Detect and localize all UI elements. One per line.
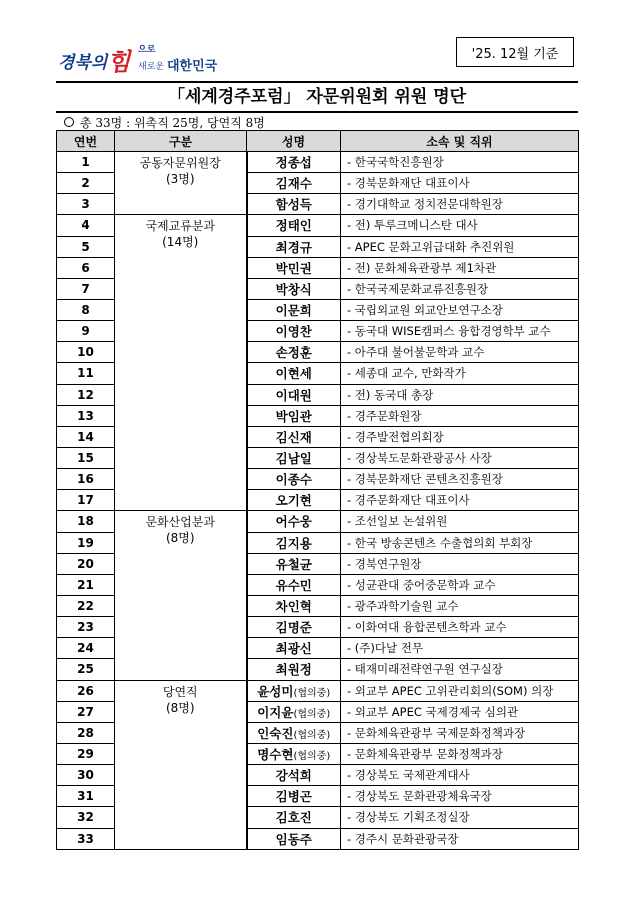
member-name-text: 이현세 xyxy=(275,366,312,382)
row-number: 28 xyxy=(57,722,115,743)
member-role: - 한국국학진흥원장 xyxy=(341,152,579,173)
row-number: 5 xyxy=(57,236,115,257)
member-role: - 외교부 APEC 국제경제국 심의관 xyxy=(341,701,579,722)
negotiation-tag: (협의중) xyxy=(293,687,331,699)
member-role: - 동국대 WISE캠퍼스 융합경영학부 교수 xyxy=(341,321,579,342)
member-name xyxy=(247,659,341,680)
member-name xyxy=(247,152,341,173)
member-name-text: 손정훈 xyxy=(275,345,312,361)
member-name xyxy=(247,680,341,701)
member-name-text: 윤성미 xyxy=(257,683,294,699)
row-number: 12 xyxy=(57,384,115,405)
member-name-text: 김남일 xyxy=(275,451,312,467)
member-role: - 성균관대 중어중문학과 교수 xyxy=(341,574,579,595)
row-number: 24 xyxy=(57,638,115,659)
row-number: 11 xyxy=(57,363,115,384)
group-label: 공동자문위원장 xyxy=(139,156,221,170)
member-name xyxy=(247,384,341,405)
member-name-text: 유수민 xyxy=(275,577,312,593)
member-role: - 조선일보 논설위원 xyxy=(341,511,579,532)
row-number: 14 xyxy=(57,426,115,447)
member-name-text: 이지윤 xyxy=(257,704,294,720)
member-role: - 전) 투루크메니스탄 대사 xyxy=(341,215,579,236)
member-name xyxy=(247,765,341,786)
member-name-text: 함성득 xyxy=(275,197,312,213)
member-name xyxy=(247,553,341,574)
group-cell xyxy=(115,511,247,680)
summary-line: 총 33명 : 위촉직 25명, 당연직 8명 xyxy=(64,114,265,131)
member-name-text: 차인혁 xyxy=(275,599,312,615)
row-number: 4 xyxy=(57,215,115,236)
member-name-text: 김신재 xyxy=(275,429,312,445)
member-role: - 아주대 불어불문학과 교수 xyxy=(341,342,579,363)
member-role: - 경북문화재단 콘텐츠진흥원장 xyxy=(341,469,579,490)
member-name xyxy=(247,490,341,511)
row-number: 15 xyxy=(57,447,115,468)
member-name xyxy=(247,722,341,743)
member-name-text: 오기현 xyxy=(275,493,312,509)
row-number: 22 xyxy=(57,595,115,616)
row-number: 20 xyxy=(57,553,115,574)
header-role: 소속 및 직위 xyxy=(341,131,579,152)
member-name-text: 유철균 xyxy=(275,556,312,572)
member-role: - 경기대학교 정치전문대학원장 xyxy=(341,194,579,215)
member-role: - 외교부 APEC 고위관리회의(SOM) 의장 xyxy=(341,680,579,701)
row-number: 32 xyxy=(57,807,115,828)
member-name xyxy=(247,173,341,194)
table-header-row xyxy=(57,131,579,152)
member-name xyxy=(247,426,341,447)
negotiation-tag: (협의중) xyxy=(293,751,331,762)
member-name-text: 김지용 xyxy=(275,535,312,551)
group-cell xyxy=(115,152,247,215)
header-group: 구분 xyxy=(115,131,247,152)
header-no: 연번 xyxy=(57,131,115,152)
group-count: (8명) xyxy=(165,700,195,715)
group-count: (8명) xyxy=(165,531,195,546)
row-number: 6 xyxy=(57,257,115,278)
row-number: 33 xyxy=(57,828,115,849)
row-number: 7 xyxy=(57,278,115,299)
member-role: - APEC 문화고위급대화 추진위원 xyxy=(341,236,579,257)
member-name xyxy=(247,617,341,638)
member-name-text: 명수현 xyxy=(257,747,294,762)
member-role: - 경상북도 문화관광체육국장 xyxy=(341,786,579,807)
gyeongbuk-logo xyxy=(58,38,238,76)
row-number: 10 xyxy=(57,342,115,363)
member-name xyxy=(247,595,341,616)
member-name xyxy=(247,701,341,722)
member-name-text: 김호진 xyxy=(275,810,312,826)
member-name-text: 정종섭 xyxy=(275,155,312,171)
logo-brand: 경북의힘 xyxy=(58,47,131,76)
member-name xyxy=(247,828,341,849)
member-role: - 경북연구원장 xyxy=(341,553,579,574)
row-number: 23 xyxy=(57,617,115,638)
row-number: 13 xyxy=(57,405,115,426)
member-name-text: 이대원 xyxy=(275,387,312,403)
row-number: 18 xyxy=(57,511,115,532)
row-number: 27 xyxy=(57,701,115,722)
group-count: (14명) xyxy=(162,235,199,250)
member-name xyxy=(247,469,341,490)
member-name xyxy=(247,257,341,278)
member-name xyxy=(247,321,341,342)
member-role: - 경주문화원장 xyxy=(341,405,579,426)
member-name xyxy=(247,299,341,320)
row-number: 1 xyxy=(57,152,115,173)
member-name-text: 인숙진 xyxy=(257,725,294,741)
member-name-text: 강석희 xyxy=(275,768,312,784)
member-name xyxy=(247,511,341,532)
member-name xyxy=(247,447,341,468)
member-role: - 경주발전협의회장 xyxy=(341,426,579,447)
member-role: - 전) 동국대 총장 xyxy=(341,384,579,405)
member-name xyxy=(247,363,341,384)
group-label: 문화산업분과 xyxy=(145,515,216,530)
member-role: - (주)다날 전무 xyxy=(341,638,579,659)
member-name xyxy=(247,194,341,215)
row-number: 9 xyxy=(57,321,115,342)
member-name-text: 이영찬 xyxy=(275,324,312,340)
member-name-text: 정태인 xyxy=(275,218,312,234)
table-row xyxy=(57,511,579,532)
member-name xyxy=(247,405,341,426)
group-label: 당연직 xyxy=(162,684,198,699)
member-role: - 광주과학기술원 교수 xyxy=(341,595,579,616)
member-role: - 한국국제문화교류진흥원장 xyxy=(341,278,579,299)
circle-bullet-icon xyxy=(64,117,74,127)
table-row xyxy=(57,680,579,701)
member-name-text: 김병곤 xyxy=(275,789,312,805)
member-role: - 경상북도문화관광공사 사장 xyxy=(341,447,579,468)
member-name-text: 박창식 xyxy=(275,281,312,297)
member-name-text: 최광신 xyxy=(275,641,312,657)
member-name-text: 김명준 xyxy=(275,620,312,636)
member-role: - 문화체육관광부 문화정책과장 xyxy=(341,743,579,764)
member-role: - 경주시 문화관광국장 xyxy=(341,828,579,849)
member-name xyxy=(247,278,341,299)
table-row xyxy=(57,215,579,236)
member-name xyxy=(247,574,341,595)
row-number: 29 xyxy=(57,743,115,764)
negotiation-tag: (협의중) xyxy=(293,708,331,720)
member-name-text: 박임관 xyxy=(275,408,312,424)
row-number: 16 xyxy=(57,469,115,490)
row-number: 19 xyxy=(57,532,115,553)
row-number: 3 xyxy=(57,194,115,215)
member-name-text: 김재수 xyxy=(275,176,312,192)
member-table xyxy=(56,130,579,850)
member-name xyxy=(247,786,341,807)
member-role: - 경상북도 기획조정실장 xyxy=(341,807,579,828)
member-role: - 국립외교원 외교안보연구소장 xyxy=(341,299,579,320)
member-name xyxy=(247,638,341,659)
logo-sub2: 새로운 대한민국 xyxy=(138,59,218,74)
group-count: (3명) xyxy=(165,172,195,186)
member-name xyxy=(247,342,341,363)
row-number: 26 xyxy=(57,680,115,701)
row-number: 25 xyxy=(57,659,115,680)
header-name: 성명 xyxy=(247,131,341,152)
member-name xyxy=(247,807,341,828)
group-label: 국제교류분과 xyxy=(145,219,216,234)
member-role: - 태재미래전략연구원 연구실장 xyxy=(341,659,579,680)
row-number: 2 xyxy=(57,173,115,194)
member-name-text: 이종수 xyxy=(275,472,312,488)
member-role: - 이화여대 융합콘텐츠학과 교수 xyxy=(341,617,579,638)
date-box: '25. 12월 기준 xyxy=(456,37,574,67)
member-role: - 전) 문화체육관광부 제1차관 xyxy=(341,257,579,278)
member-name-text: 박민권 xyxy=(275,260,312,276)
table-body xyxy=(57,152,579,850)
row-number: 17 xyxy=(57,490,115,511)
row-number: 8 xyxy=(57,299,115,320)
member-name-text: 임동주 xyxy=(275,831,312,847)
member-name xyxy=(247,743,341,764)
member-name-text: 최경규 xyxy=(275,239,312,255)
member-role: - 경주문화재단 대표이사 xyxy=(341,490,579,511)
document-title: 「세계경주포럼」 자문위원회 위원 명단 xyxy=(56,81,578,113)
group-cell xyxy=(115,680,247,849)
row-number: 21 xyxy=(57,574,115,595)
member-role: - 경상북도 국제관계대사 xyxy=(341,765,579,786)
member-name xyxy=(247,215,341,236)
member-role: - 한국 방송콘텐츠 수출협의회 부회장 xyxy=(341,532,579,553)
member-name-text: 이문희 xyxy=(275,303,312,319)
member-role: - 문화체육관광부 국제문화정책과장 xyxy=(341,722,579,743)
member-role: - 경북문화재단 대표이사 xyxy=(341,173,579,194)
member-name-text: 최원정 xyxy=(275,662,312,678)
member-role: - 세종대 교수, 만화작가 xyxy=(341,363,579,384)
member-name-text: 어수웅 xyxy=(275,514,312,530)
row-number: 30 xyxy=(57,765,115,786)
negotiation-tag: (협의중) xyxy=(293,729,331,741)
member-name xyxy=(247,532,341,553)
member-name xyxy=(247,236,341,257)
group-cell xyxy=(115,215,247,511)
row-number: 31 xyxy=(57,786,115,807)
table-row xyxy=(57,152,579,173)
logo-sub1: 으로 xyxy=(138,45,156,55)
